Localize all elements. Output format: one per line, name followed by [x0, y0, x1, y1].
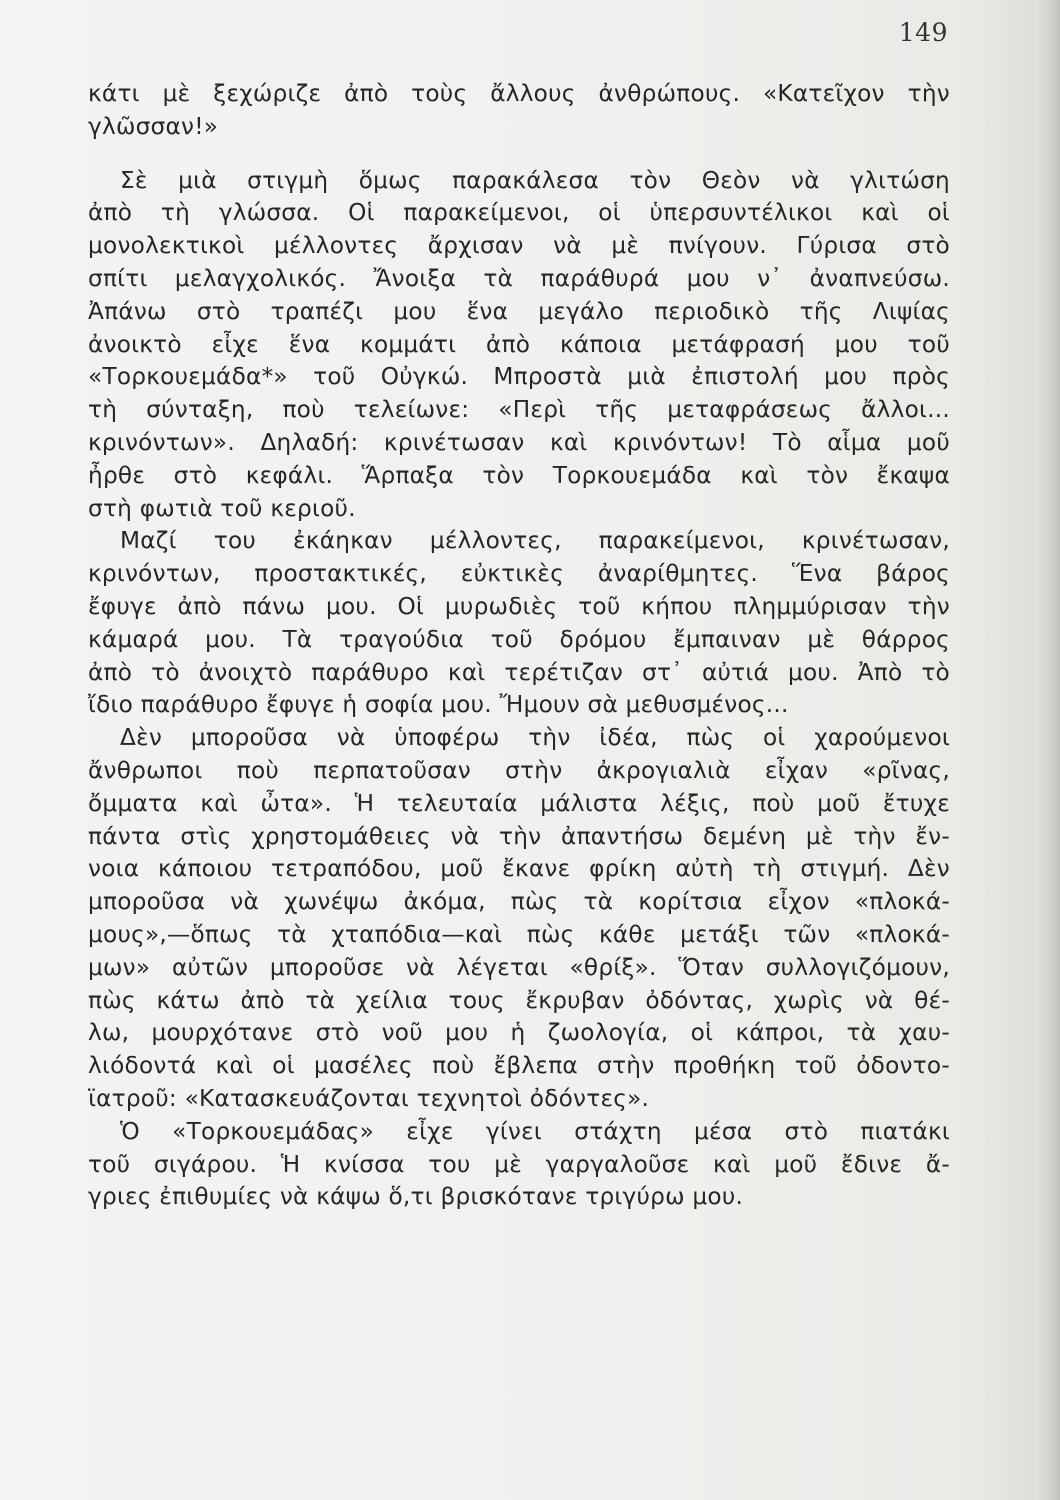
page-number: 149 [898, 18, 948, 47]
text-line: «Τορκουεμάδα*» τοῦ Οὐγκώ. Μπροστὰ μιὰ ἐπιστολή μου πρὸς [88, 363, 950, 391]
text-line: Ἀπάνω στὸ τραπέζι μου ἕνα μεγάλο περιοδικὸ τῆς Λιψίας [88, 297, 950, 325]
text-line: ἴδιο παράθυρο ἔφυγε ἡ σοφία μου. Ἤμουν σὰ μεθυσμένος... [88, 691, 789, 719]
text-line: ἀπὸ τὴ γλώσσα. Οἱ παρακείμενοι, οἱ ὑπερσυντέλικοι καὶ οἱ [88, 199, 950, 227]
text-line: νοια κάποιου τετραπόδου, μοῦ ἔκανε φρίκη αὐτὴ τὴ στιγμή. Δὲν [88, 855, 950, 883]
paragraph-gap [88, 144, 950, 165]
text-line: πὼς κάτω ἀπὸ τὰ χείλια τους ἔκρυβαν ὀδόντας, χωρὶς νὰ θέ- [88, 986, 950, 1014]
text-line: Μαζί του ἐκάηκαν μέλλοντες, παρακείμενοι, κρινέτωσαν, [120, 527, 950, 555]
text-line: γριες ἐπιθυμίες νὰ κάψω ὅ,τι βρισκότανε τριγύρω μου. [88, 1183, 744, 1211]
text-line: ἀπὸ τὸ ἀνοιχτὸ παράθυρο καὶ τερέτιζαν στ᾽ αὐτιά μου. Ἀπὸ τὸ [88, 658, 950, 686]
text-line: ὄμματα καὶ ὦτα». Ἡ τελευταία μάλιστα λέξις, ποὺ μοῦ ἔτυχε [88, 789, 950, 817]
text-line: πάντα στὶς χρηστομάθειες νὰ τὴν ἀπαντήσω δεμένη μὲ τὴν ἔν- [88, 822, 950, 850]
paragraph [88, 722, 950, 1116]
text-line: ἀνοικτὸ εἶχε ἕνα κομμάτι ἀπὸ κάποια μετάφρασή μου τοῦ [88, 330, 950, 358]
text-line: ἔφυγε ἀπὸ πάνω μου. Οἱ μυρωδιὲς τοῦ κήπου πλημμύρισαν τὴν [88, 592, 950, 620]
text-line: σπίτι μελαγχολικός. Ἄνοιξα τὰ παράθυρά μου ν᾽ ἀναπνεύσω. [88, 264, 950, 292]
text-line: λω, μουρχότανε στὸ νοῦ μου ἡ ζωολογία, οἱ κάπροι, τὰ χαυ- [88, 1019, 950, 1047]
text-line: Σὲ μιὰ στιγμὴ ὅμως παρακάλεσα τὸν Θεὸν νὰ γλιτώση [120, 166, 950, 194]
text-line: κάτι μὲ ξεχώριζε ἀπὸ τοὺς ἄλλους ἀνθρώπους. «Κατεῖχον τὴν [88, 80, 950, 107]
text-line: μονολεκτικοὶ μέλλοντες ἄρχισαν νὰ μὲ πνίγουν. Γύρισα στὸ [88, 232, 950, 260]
text-line: μων» αὐτῶν μποροῦσε νὰ λέγεται «θρίξ». Ὅταν συλλογιζόμουν, [88, 953, 950, 981]
paragraph [88, 525, 950, 722]
paragraph [88, 165, 950, 526]
body-text [88, 78, 950, 1214]
paragraph [88, 1116, 950, 1214]
text-line: ϊατροῦ: «Κατασκευάζονται τεχνητοὶ ὀδόντες». [88, 1084, 650, 1112]
text-line: κρινόντων». Δηλαδή: κρινέτωσαν καὶ κρινόντων! Τὸ αἷμα μοῦ [88, 428, 950, 456]
text-line: Ὁ «Τορκουεμάδας» εἶχε γίνει στάχτη μέσα στὸ πιατάκι [120, 1117, 950, 1145]
text-line: ἦρθε στὸ κεφάλι. Ἅρπαξα τὸν Τορκουεμάδα καὶ τὸν ἔκαψα [88, 461, 950, 489]
text-line: ἄνθρωποι ποὺ περπατοῦσαν στὴν ἀκρογιαλιὰ εἶχαν «ρῖνας, [88, 756, 950, 784]
text-line: μποροῦσα νὰ χωνέψω ἀκόμα, πὼς τὰ κορίτσια εἶχον «πλοκά- [88, 888, 950, 916]
text-line: γλῶσσαν!» [88, 112, 219, 140]
text-line: Δὲν μποροῦσα νὰ ὑποφέρω τὴν ἰδέα, πὼς οἱ χαρούμενοι [120, 724, 950, 752]
text-line: στὴ φωτιὰ τοῦ κεριοῦ. [88, 494, 356, 522]
text-line: κρινόντων, προστακτικές, εὐκτικὲς ἀναρίθμητες. Ἕνα βάρος [88, 560, 950, 588]
text-line: λιόδοντά καὶ οἱ μασέλες ποὺ ἔβλεπα στὴν προθήκη τοῦ ὀδοντο- [88, 1052, 950, 1080]
text-line: κάμαρά μου. Τὰ τραγούδια τοῦ δρόμου ἔμπαιναν μὲ θάρρος [88, 625, 950, 653]
text-line: τοῦ σιγάρου. Ἡ κνίσσα του μὲ γαργαλοῦσε καὶ μοῦ ἔδινε ἄ- [88, 1150, 950, 1178]
paragraph [88, 78, 950, 144]
page-edge-shadow [1038, 0, 1060, 1500]
text-line: μους»,—ὅπως τὰ χταπόδια—καὶ πὼς κάθε μετάξι τῶν «πλοκά- [88, 920, 950, 948]
text-line: τὴ σύνταξη, ποὺ τελείωνε: «Περὶ τῆς μεταφράσεως ἄλλοι... [88, 396, 950, 424]
